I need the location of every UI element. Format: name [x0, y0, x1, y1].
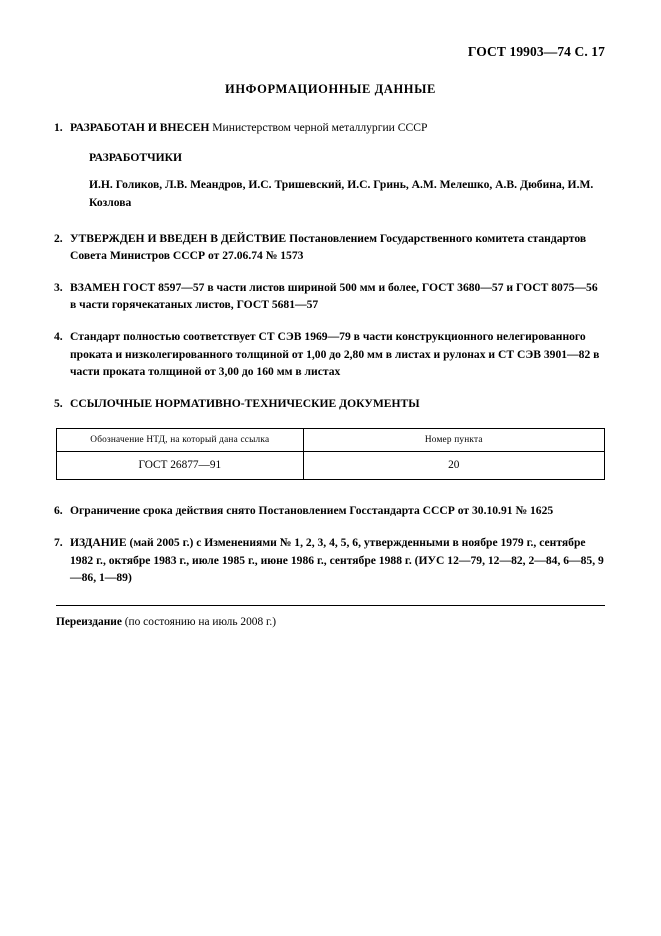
item-number: 4.	[54, 329, 63, 343]
item-number: 6.	[54, 504, 63, 518]
developers-heading: РАЗРАБОТЧИКИ	[89, 150, 183, 164]
item-label: УТВЕРЖДЕН И ВВЕДЕН В ДЕЙСТВИЕ	[70, 231, 287, 245]
info-item-7	[56, 534, 605, 587]
item-label: ВЗАМЕН	[70, 280, 120, 294]
gost-reference: ГОСТ 19903—74 С. 17	[467, 44, 605, 59]
item-text: Министерством черной металлургии СССР	[212, 121, 428, 134]
item-text: ГОСТ 8597—57 в части листов шириной 500 мм и более, ГОСТ 3680—57 и ГОСТ 8075—56 в части горячекатаных листов, ГОСТ 5681—57	[70, 280, 598, 312]
table-row	[57, 452, 605, 480]
cell-designation: ГОСТ 26877—91	[57, 452, 304, 480]
info-item-5	[56, 395, 605, 413]
reissue-label: Переиздание	[56, 615, 122, 628]
item-text: (май 2005 г.) с Изменениями № 1, 2, 3, 4, 5, 6, утвержденными в ноябре 1979 г., сентябре 1982 г., октябре 1983 г., июле 1985 г., июне 1986 г., сентябре 1988 г. (ИУС 12—79, 12—82, 2—84, 6—85, 9—86, 1—89)	[70, 536, 604, 585]
page-title: ИНФОРМАЦИОННЫЕ ДАННЫЕ	[225, 82, 436, 96]
cell-clause: 20	[303, 452, 604, 480]
info-item-2	[56, 230, 605, 265]
item-label: ССЫЛОЧНЫЕ НОРМАТИВНО-ТЕХНИЧЕСКИЕ ДОКУМЕНТЫ	[70, 396, 420, 410]
item-number: 1.	[54, 121, 63, 134]
column-header-designation: Обозначение НТД, на который дана ссылка	[57, 429, 304, 452]
item-text: Постановлением Государственного комитета стандартов Совета Министров СССР от 27.06.74 № 1573	[70, 231, 587, 263]
developers-names: И.Н. Голиков, Л.В. Меандров, И.С. Тришевский, И.С. Гринь, А.М. Мелешко, А.В. Дюбина, И.М. Козлова	[89, 177, 594, 209]
reissue-status: (по состоянию на июль 2008 г.)	[124, 615, 277, 628]
item-number: 5.	[54, 396, 63, 410]
column-header-clause: Номер пункта	[303, 429, 604, 452]
item-number: 3.	[54, 280, 63, 294]
info-item-4	[56, 328, 605, 381]
info-item-3	[56, 279, 605, 314]
item-label: ИЗДАНИЕ	[70, 536, 127, 550]
item-label: РАЗРАБОТАН И ВНЕСЕН	[70, 121, 210, 134]
footer-divider	[56, 605, 605, 606]
reference-documents-table	[56, 428, 605, 480]
info-item-6	[56, 502, 605, 520]
item-text: Ограничение срока действия снято Постановлением Госстандарта СССР от 30.10.91 № 1625	[70, 504, 554, 518]
table-header-row	[57, 429, 605, 452]
item-number: 2.	[54, 231, 63, 245]
item-text: Стандарт полностью соответствует СТ СЭВ 1969—79 в части конструкционного нелегированного проката и низколегированного толщиной от 1,00 до 2,80 мм в листах и рулонах и СТ СЭВ 3901—82 в части проката толщиной от 3,00 до 160 мм в листах	[70, 329, 600, 379]
reissue-note	[56, 616, 605, 628]
page-header	[56, 44, 605, 60]
info-item-1	[56, 119, 605, 137]
item-number: 7.	[54, 536, 63, 550]
